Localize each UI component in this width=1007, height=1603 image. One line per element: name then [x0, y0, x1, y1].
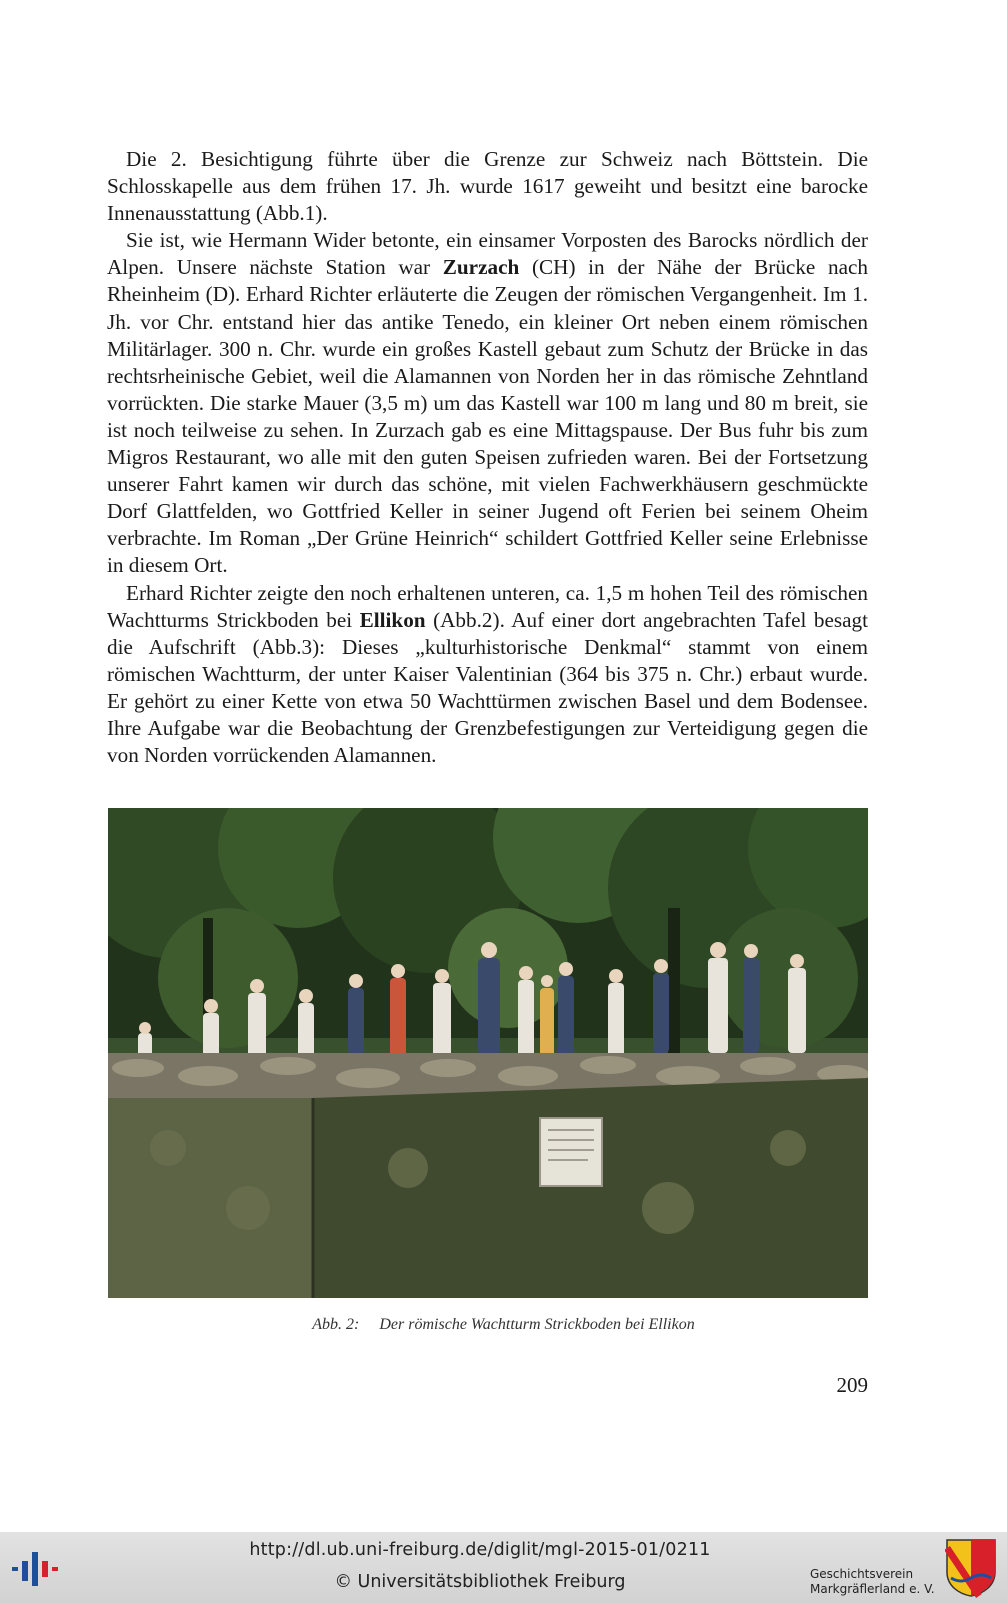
footer-copyright: © Universitätsbibliothek Freiburg	[334, 1572, 626, 1592]
body-text	[107, 146, 868, 769]
ub-freiburg-logo-icon	[12, 1552, 62, 1586]
footer-url-link[interactable]: http://dl.ub.uni-freiburg.de/diglit/mgl-2015-01/0211	[249, 1540, 711, 1560]
text-run: (Abb.2). Auf einer dort angebrachten Tafel besagt die Aufschrift (Abb.3): Dieses „kulturhistorische Denkmal“ stammt von einem römischen Wachtturm, der unter Kaiser Valentinian (364 bis 375 n. Chr.) erbaut wurde. Er gehört zu einer Kette von etwa 50 Wachttürmen zwischen Basel und dem Bodensee. Ihre Aufgabe war die Beobachtung der Grenzbefestigungen zur Verteidigung gegen die von Norden vorrückenden Alamannen.	[107, 607, 868, 768]
photo-illustration	[108, 808, 868, 1298]
paragraph	[107, 146, 868, 227]
society-crest-icon	[945, 1538, 997, 1598]
paragraph	[107, 580, 868, 770]
text-run: Erhard Richter zeigte den noch erhaltenen unteren, ca. 1,5 m hohen Teil des römischen Wachtturms Strickboden bei	[107, 580, 868, 632]
figure-label: Abb. 2:	[312, 1316, 360, 1333]
bold-place-name: Zurzach	[442, 255, 520, 280]
footer-bar	[0, 1532, 1007, 1603]
bold-place-name: Ellikon	[359, 607, 426, 632]
society-line-1: Geschichtsverein	[810, 1567, 914, 1581]
page-number: 209	[836, 1373, 868, 1397]
paragraph	[107, 227, 868, 579]
figure-caption-text: Der römische Wachtturm Strickboden bei Ellikon	[379, 1316, 695, 1333]
society-line-2: Markgräflerland e. V.	[810, 1582, 935, 1596]
society-name	[810, 1567, 940, 1597]
figure-caption	[0, 1316, 1007, 1334]
text-run: (CH) in der Nähe der Brücke nach Rheinheim (D). Erhard Richter erläuterte die Zeugen der römischen Vergangenheit. Im 1. Jh. vor Chr. entstand hier das antike Tenedo, ein kleiner Ort neben einem römischen Militärlager. 300 n. Chr. wurde ein großes Kastell gebaut zum Schutz der Brücke in das rechtsrheinische Gebiet, weil die Alamannen von Norden her in das römische Zehntland vorrückten. Die starke Mauer (3,5 m) um das Kastell war 100 m lang und 80 m breit, sie ist noch teilweise zu sehen. In Zurzach gab es eine Mittagspause. Der Bus fuhr bis zum Migros Restaurant, wo alle mit den guten Speisen zufrieden waren. Bei der Fortsetzung unserer Fahrt kamen wir durch das schöne, mit vielen Fachwerkhäusern geschmückte Dorf Glattfelden, wo Gottfried Keller in seiner Jugend oft Ferien bei seinem Oheim verbrachte. Im Roman „Der Grüne Heinrich“ schildert Gottfried Keller seine Erlebnisse in diesem Ort.	[107, 255, 868, 578]
text-run: Die 2. Besichtigung führte über die Grenze zur Schweiz nach Böttstein. Die Schlosskapelle aus dem frühen 17. Jh. wurde 1617 geweiht und besitzt eine barocke Innenausstattung (Abb.1).	[107, 147, 868, 226]
text-run: Sie ist, wie Hermann Wider betonte, ein einsamer Vorposten des Barocks nördlich der Alpen. Unsere nächste Station war	[107, 228, 868, 280]
photo-roman-watchtower	[108, 808, 868, 1298]
